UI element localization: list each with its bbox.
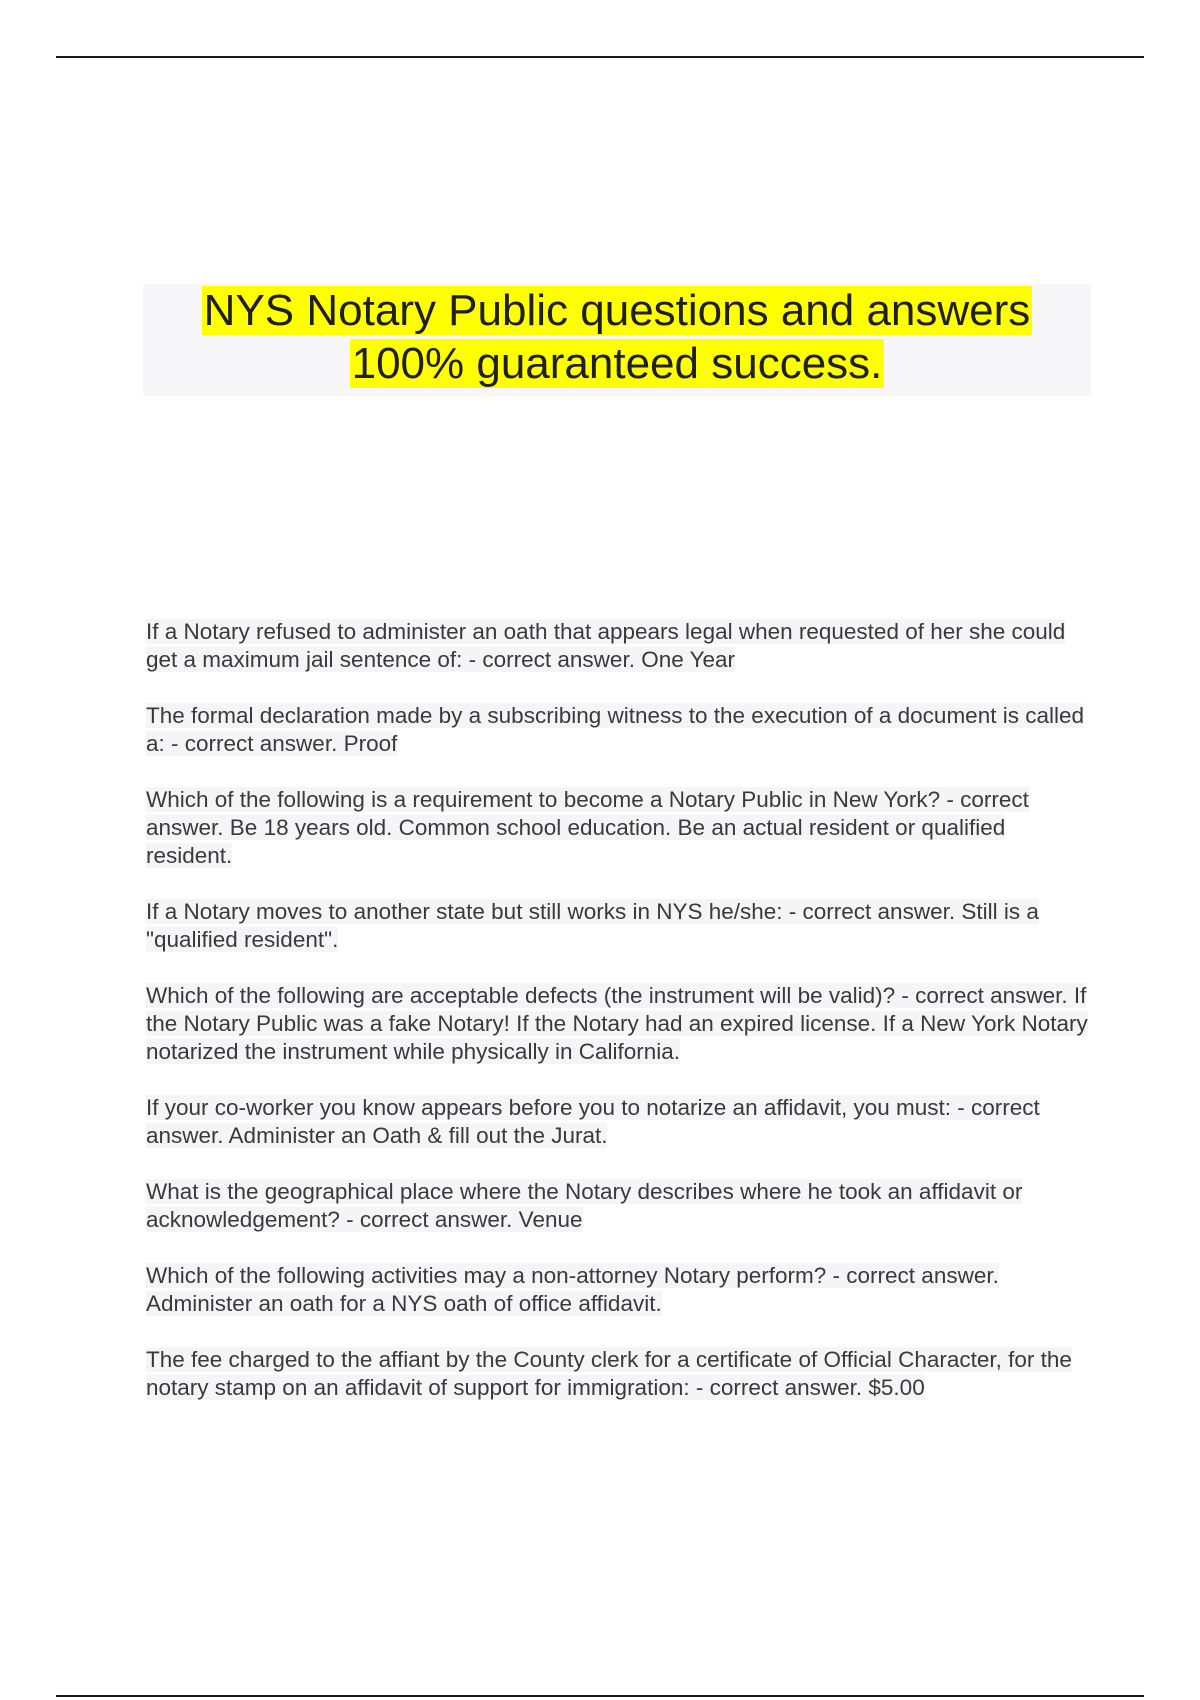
qa-item-text: If your co-worker you know appears before you to notarize an affidavit, you must: - correct answer. Administer an Oath & fill out the Jurat. [146,1095,1040,1148]
qa-item-text: Which of the following is a requirement to become a Notary Public in New York? - correct answer. Be 18 years old. Common school education. Be an actual resident or qualified resident. [146,787,1029,868]
title-line-1: NYS Notary Public questions and answers [203,286,1031,335]
qa-item [146,702,1096,758]
bottom-rule [56,1695,1144,1697]
qa-item [146,618,1096,674]
document-title [143,284,1091,396]
qa-item-text: If a Notary moves to another state but still works in NYS he/she: - correct answer. Still is a "qualified resident". [146,899,1039,952]
qa-item-text: Which of the following activities may a non-attorney Notary perform? - correct answer. Administer an oath for a NYS oath of office affidavit. [146,1263,999,1316]
qa-item [146,1094,1096,1150]
qa-item [146,786,1096,870]
qa-item [146,982,1096,1066]
qa-item [146,1262,1096,1318]
top-rule [56,56,1144,58]
qa-item-text: The formal declaration made by a subscribing witness to the execution of a document is called a: - correct answer. Proof [146,703,1085,756]
title-line-2: 100% guaranteed success. [351,339,883,388]
qa-item [146,898,1096,954]
qa-item-text: What is the geographical place where the Notary describes where he took an affidavit or acknowledgement? - correct answer. Venue [146,1179,1023,1232]
qa-item [146,1346,1096,1402]
qa-item-text: If a Notary refused to administer an oath that appears legal when requested of her she could get a maximum jail sentence of: - correct answer. One Year [146,619,1066,672]
qa-item-text: Which of the following are acceptable defects (the instrument will be valid)? - correct answer. If the Notary Public was a fake Notary! If the Notary had an expired license. If a New York Notary notarized the instrument while physically in California. [146,983,1088,1064]
qa-item [146,1178,1096,1234]
qa-item-text: The fee charged to the affiant by the County clerk for a certificate of Official Character, for the notary stamp on an affidavit of support for immigration: - correct answer. $5.00 [146,1347,1072,1400]
qa-list [146,618,1096,1430]
